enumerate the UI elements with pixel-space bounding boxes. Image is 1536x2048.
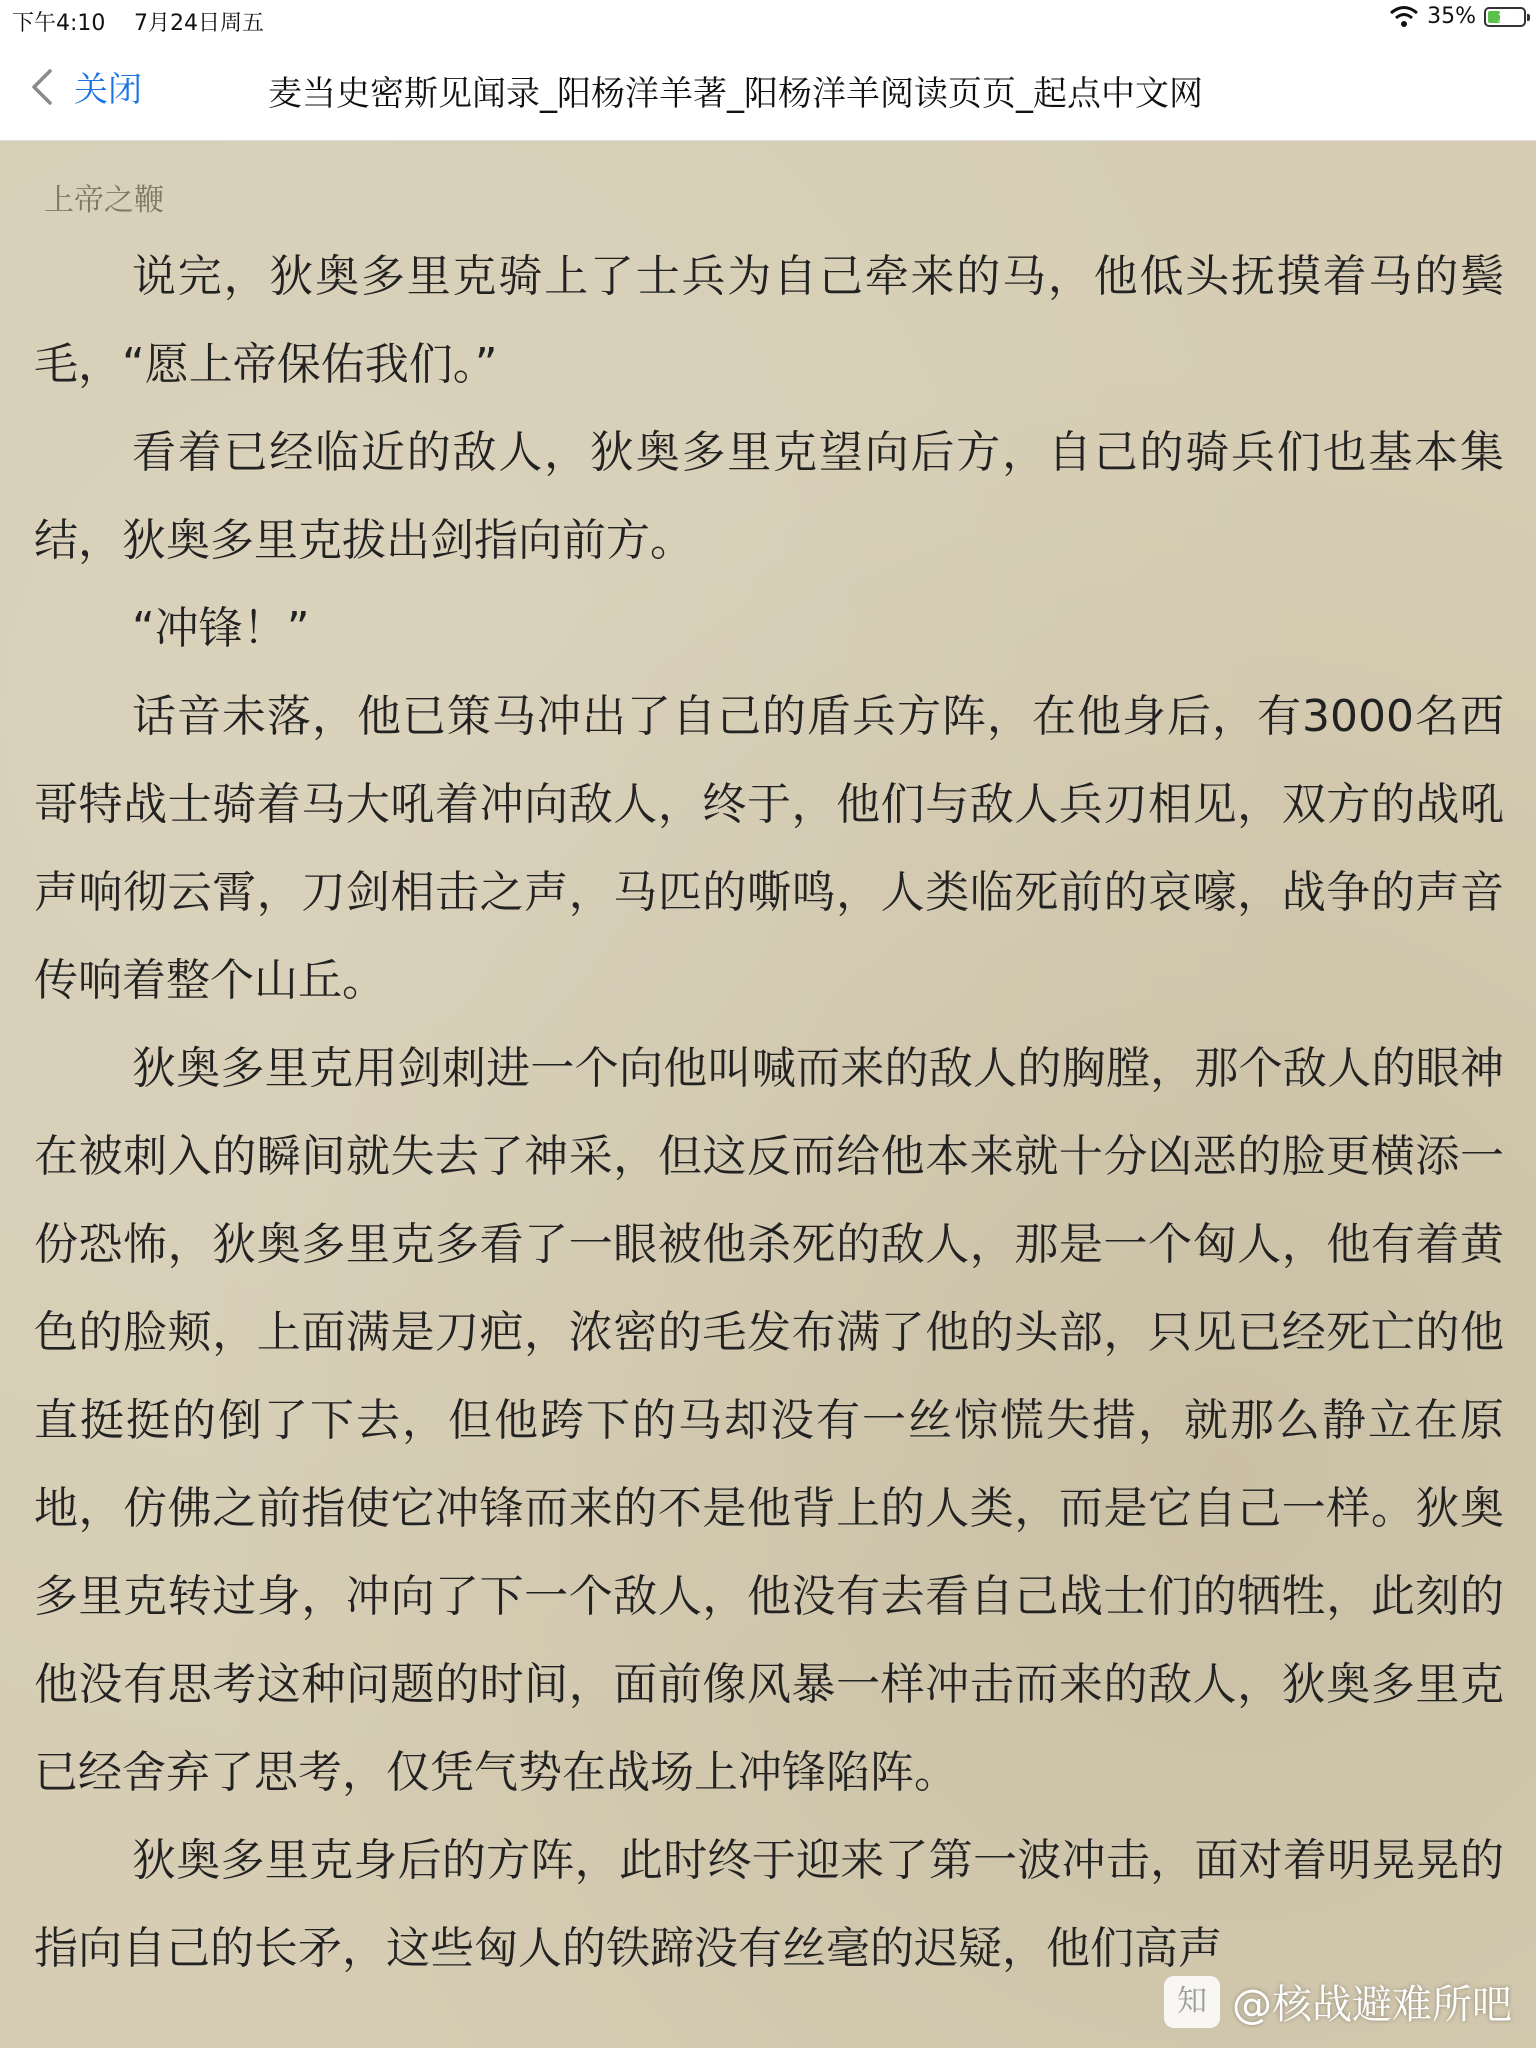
watermark-text: @核战避难所吧 xyxy=(1232,1982,1512,2028)
wifi-icon xyxy=(1389,5,1419,29)
charging-bolt-icon: ⚡ xyxy=(1496,5,1509,27)
zhihu-logo-icon: 知 xyxy=(1164,1976,1220,2028)
battery-percent: 35% xyxy=(1427,4,1476,29)
paragraph: “冲锋！” xyxy=(132,603,310,654)
nav-bar xyxy=(0,40,1536,141)
paragraph: 话音未落，他已策马冲出了自己的盾兵方阵，在他身后，有3000名西哥特战士骑着马大吼着冲向敌人，终于，他们与敌人兵刃相见，双方的战吼声响彻云霄，刀剑相击之声，马匹的嘶鸣，人类临死前的哀嚎，战争的声音传响着整个山丘。 xyxy=(34,691,1504,1006)
paragraph: 说完，狄奥多里克骑上了士兵为自己牵来的马，他低头抚摸着马的鬓毛，“愿上帝保佑我们。” xyxy=(34,251,1504,390)
status-right xyxy=(1389,4,1526,29)
close-button[interactable] xyxy=(30,62,142,111)
battery-nub xyxy=(1527,14,1530,21)
page-title: 麦当史密斯见闻录_阳杨洋羊著_阳杨洋羊阅读页页_起点中文网 xyxy=(268,74,1203,114)
close-label[interactable]: 关闭 xyxy=(74,70,142,110)
paragraph: 狄奥多里克用剑刺进一个向他叫喊而来的敌人的胸膛，那个敌人的眼神在被刺入的瞬间就失去了神采，但这反而给他本来就十分凶恶的脸更横添一份恐怖，狄奥多里克多看了一眼被他杀死的敌人，那是一个匈人，他有着黄色的脸颊，上面满是刀疤，浓密的毛发布满了他的头部，只见已经死亡的他直挺挺的倒了下去，但他跨下的马却没有一丝惊慌失措，就那么静立在原地，仿佛之前指使它冲锋而来的不是他背上的人类，而是它自己一样。狄奥多里克转过身，冲向了下一个敌人，他没有去看自己战士们的牺牲，此刻的他没有思考这种问题的时间，面前像风暴一样冲击而来的敌人，狄奥多里克已经舍弃了思考，仅凭气势在战场上冲锋陷阵。 xyxy=(34,1043,1504,1798)
paragraph: 狄奥多里克身后的方阵，此时终于迎来了第一波冲击，面对着明晃晃的指向自己的长矛，这些匈人的铁蹄没有丝毫的迟疑，他们高声 xyxy=(34,1835,1504,1974)
status-bar xyxy=(0,0,1536,40)
chapter-title: 上帝之鞭 xyxy=(44,183,164,218)
reader-page[interactable] xyxy=(0,141,1536,2048)
status-date: 7月24日周五 xyxy=(134,11,264,36)
watermark xyxy=(1164,1973,1512,2030)
chevron-left-icon[interactable] xyxy=(30,67,54,107)
paragraph: 看着已经临近的敌人，狄奥多里克望向后方，自己的骑兵们也基本集结，狄奥多里克拔出剑指向前方。 xyxy=(34,427,1504,566)
chapter-content xyxy=(34,233,1504,1993)
status-time: 下午4:10 xyxy=(12,11,106,36)
battery-icon xyxy=(1484,7,1526,27)
